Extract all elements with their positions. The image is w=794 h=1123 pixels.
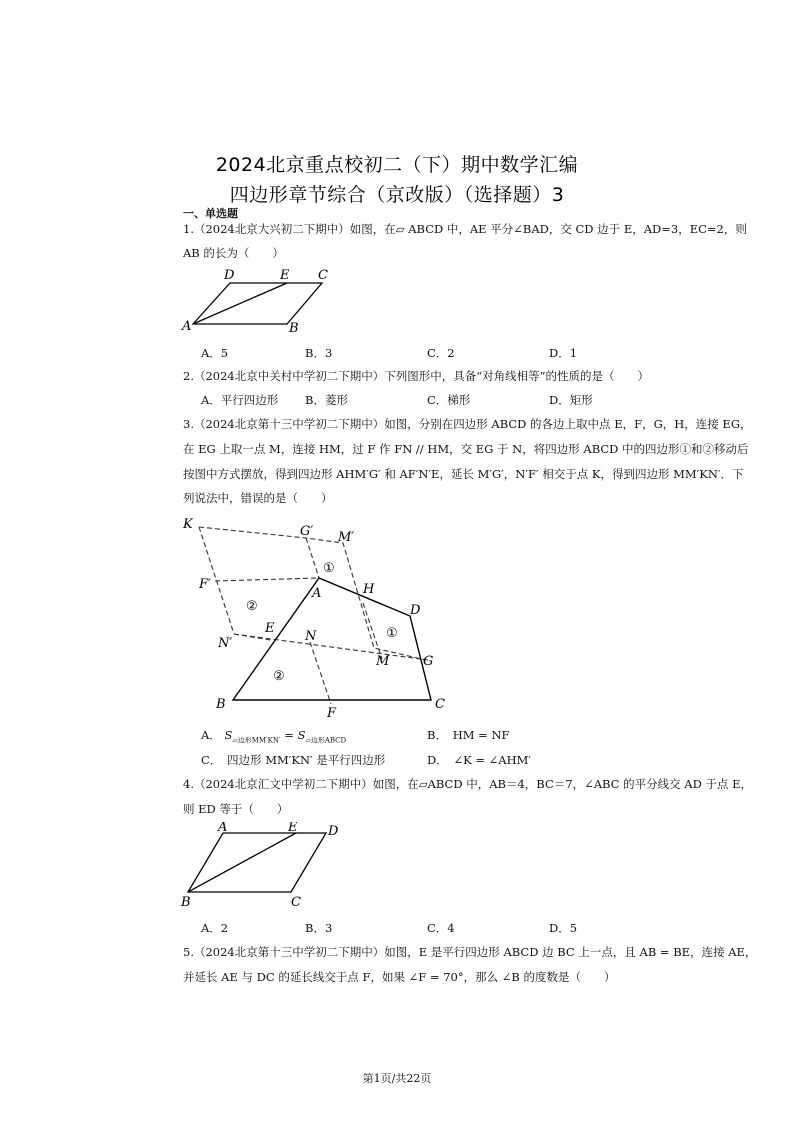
q2-text-line1: 2.（2024北京中关村中学初二下期中）下列图形中，具备“对角线相等”的性质的是（ ） xyxy=(183,369,649,383)
q4-label-a: A xyxy=(218,822,228,835)
q3-option-a-s2: S xyxy=(297,728,306,742)
q3-label-k: K xyxy=(183,517,193,532)
q1-option-d[interactable]: D．1 xyxy=(549,346,578,360)
section-heading: 一、单选题 xyxy=(183,207,238,220)
q2-option-d[interactable]: D．矩形 xyxy=(549,393,593,407)
q1-option-a[interactable]: A．5 xyxy=(201,346,229,360)
q3-label-c: C xyxy=(435,697,445,712)
q3-text-line1: 3.（2024北京第十三中学初二下期中）如图，分别在四边形 ABCD 的各边上取中点 E，F，G，H，连接 EG， xyxy=(183,417,752,431)
q3-quadrilateral-figure xyxy=(178,512,448,720)
q1-option-b[interactable]: B．3 xyxy=(305,346,333,360)
q3-label-region1-right: ① xyxy=(386,626,398,641)
q3-option-a-prefix: A． xyxy=(201,728,221,742)
q3-label-b: B xyxy=(216,697,226,712)
q1-label-c: C xyxy=(318,268,328,283)
q3-label-a: A xyxy=(312,586,322,601)
q3-text-line3: 按图中方式摆放，得到四边形 AHM′G′ 和 AF′N′E，延长 M′G′，N′F′ 相交于点 K，得到四边形 MM′KN′．下 xyxy=(183,467,744,481)
q1-label-d: D xyxy=(224,268,235,283)
q3-text-line4: 列说法中，错误的是（ ） xyxy=(183,491,333,505)
q3-label-region2-bottom: ② xyxy=(273,669,285,684)
q2-option-a[interactable]: A．平行四边形 xyxy=(201,393,279,407)
page-footer: 第1页/共22页 xyxy=(362,1072,432,1085)
q4-option-b[interactable]: B．3 xyxy=(305,921,333,935)
q1-text-line1: 1.（2024北京大兴初二下期中）如图，在▱ ABCD 中，AE 平分∠BAD，交 CD 边于 E，AD=3，EC=2，则 xyxy=(183,222,747,236)
q3-label-region2-left: ② xyxy=(246,599,258,614)
q3-option-a[interactable] xyxy=(201,727,346,745)
q3-label-g: G xyxy=(423,654,434,669)
q3-label-n: N xyxy=(305,629,317,644)
q3-option-c[interactable]: C． 四边形 MM′KN′ 是平行四边形 xyxy=(201,753,386,767)
q3-option-a-sub2: ▱边形ABCD xyxy=(305,736,347,745)
q1-option-c[interactable]: C．2 xyxy=(427,346,455,360)
q3-label-f: F xyxy=(327,706,337,720)
q4-label-b: B xyxy=(181,895,191,910)
q3-label-d: D xyxy=(410,603,421,618)
q3-option-d[interactable]: D． ∠K = ∠AHM′ xyxy=(427,753,531,767)
page-title-line1: 2024北京重点校初二（下）期中数学汇编 xyxy=(215,154,579,176)
page-title-line2: 四边形章节综合（京改版）（选择题）3 xyxy=(229,184,565,206)
q4-text-line2: 则 ED 等于（ ） xyxy=(183,802,289,816)
q3-option-a-sub1: ▱边形MM′KN′ xyxy=(232,736,281,745)
q4-option-a[interactable]: A．2 xyxy=(201,921,229,935)
q3-option-a-eq: = xyxy=(280,728,298,742)
q1-parallelogram-figure xyxy=(180,266,340,338)
q3-label-g-prime: G′ xyxy=(300,524,314,539)
q3-label-f-prime: F′ xyxy=(199,577,211,592)
q1-label-a: A xyxy=(182,319,192,334)
q4-label-c: C xyxy=(291,895,301,910)
q3-label-e: E xyxy=(265,621,275,636)
q3-label-m: M xyxy=(376,654,390,669)
q1-text-line2: AB 的长为（ ） xyxy=(183,246,284,260)
q3-label-m-prime: M′ xyxy=(338,530,355,545)
q3-label-region1-top: ① xyxy=(323,561,335,576)
q5-text-line1: 5.（2024北京第十三中学初二下期中）如图，E 是平行四边形 ABCD 边 BC 上一点，且 AB = BE，连接 AE， xyxy=(183,945,757,959)
q4-option-c[interactable]: C．4 xyxy=(427,921,455,935)
q1-label-b: B xyxy=(289,321,299,336)
q3-option-b[interactable]: B． HM = NF xyxy=(427,728,510,742)
q3-text-line2: 在 EG 上取一点 M，连接 HM，过 F 作 FN // HM，交 EG 于 N，将四边形 ABCD 中的四边形①和②移动后 xyxy=(183,442,749,456)
q4-option-d[interactable]: D．5 xyxy=(549,921,578,935)
q4-parallelogram-figure xyxy=(178,822,348,910)
q4-label-d: D xyxy=(328,824,339,839)
q4-label-e: E xyxy=(288,822,298,835)
q2-option-c[interactable]: C．梯形 xyxy=(427,393,471,407)
q3-label-h: H xyxy=(363,582,375,597)
q5-text-line2: 并延长 AE 与 DC 的延长线交于点 F，如果 ∠F = 70°，那么 ∠B 的度数是（ ） xyxy=(183,970,616,984)
q4-text-line1: 4.（2024北京汇文中学初二下期中）如图，在▱ABCD 中，AB＝4，BC＝7，∠ABC 的平分线交 AD 于点 E， xyxy=(183,777,753,791)
q1-label-e: E xyxy=(280,268,290,283)
q2-option-b[interactable]: B．菱形 xyxy=(305,393,348,407)
q3-label-n-prime: N′ xyxy=(218,636,233,651)
q3-option-a-s1: S xyxy=(224,728,233,742)
